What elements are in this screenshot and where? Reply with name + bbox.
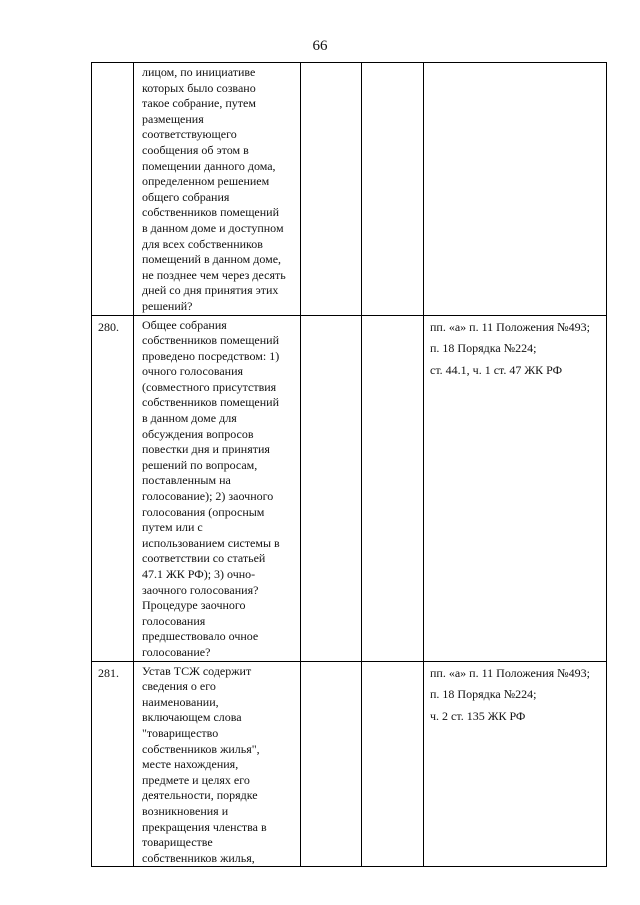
question-line: предшествовало очное (142, 629, 259, 644)
checklist-table (91, 62, 607, 867)
question-line: в данном доме для (142, 411, 237, 426)
question-line: 47.1 ЖК РФ); 3) очно- (142, 567, 256, 581)
reference-cell (424, 315, 607, 661)
question-line: дней со дня принятия этих (142, 283, 279, 298)
question-line: сведения о его (142, 679, 216, 694)
question-line: предмете и целях его (142, 772, 250, 787)
question-line: решений по вопросам, (142, 457, 258, 472)
empty-cell (362, 63, 424, 316)
question-line: соответствующего (142, 127, 237, 142)
row-number: 280. (92, 315, 134, 661)
legal-reference: пп. «а» п. 11 Положения №493; (430, 319, 590, 334)
question-line: заочного голосования? (142, 582, 259, 597)
empty-cell (301, 315, 362, 661)
question-line: возникновения и (142, 803, 229, 818)
table-row (92, 63, 607, 316)
empty-cell (301, 63, 362, 316)
question-line: лицом, по инициативе (142, 65, 256, 79)
question-line: "товарищество (142, 725, 219, 740)
question-line: голосования (опросным (142, 504, 265, 519)
question-line: такое собрание, путем (142, 96, 256, 111)
question-line: деятельности, порядке (142, 788, 258, 803)
question-line: определенном решением (142, 174, 270, 189)
question-line: собственников жилья, (142, 850, 255, 865)
question-line: месте нахождения, (142, 757, 239, 772)
reference-cell (424, 63, 607, 316)
question-line: наименовании, (142, 694, 219, 709)
legal-reference: пп. «а» п. 11 Положения №493; (430, 665, 590, 680)
question-line: голосование); 2) заочного (142, 489, 274, 504)
question-line: прекращения членства в (142, 819, 267, 834)
legal-reference: п. 18 Порядка №224; (430, 687, 537, 702)
question-line: Общее собрания (142, 317, 227, 332)
question-line: (совместного присутствия (142, 379, 277, 394)
page-number: 66 (312, 38, 328, 54)
question-cell (134, 315, 301, 661)
question-line: обсуждения вопросов (142, 426, 254, 441)
empty-cell (362, 661, 424, 867)
question-line: общего собрания (142, 189, 230, 204)
question-line: соответствии со статьей (142, 551, 266, 566)
question-line: голосование? (142, 644, 211, 659)
question-line: сообщения об этом в (142, 142, 249, 157)
row-number: 281. (92, 661, 134, 867)
question-line: использованием системы в (142, 535, 280, 550)
question-line: которых было созвано (142, 80, 256, 95)
question-line: поставленным на (142, 473, 231, 488)
table-row (92, 661, 607, 867)
question-line: не позднее чем через десять (142, 267, 286, 282)
legal-reference: ст. 44.1, ч. 1 ст. 47 ЖК РФ (430, 362, 563, 377)
table-row (92, 315, 607, 661)
legal-reference: п. 18 Порядка №224; (430, 341, 537, 356)
question-line: повестки дня и принятия (142, 442, 270, 457)
question-line: Процедуре заочного (142, 598, 246, 613)
question-line: помещении данного дома, (142, 158, 276, 173)
legal-reference: ч. 2 ст. 135 ЖК РФ (430, 708, 526, 723)
question-cell (134, 63, 301, 316)
question-line: включающем слова (142, 710, 242, 725)
question-line: решений? (142, 298, 193, 313)
question-line: помещений в данном доме, (142, 252, 282, 267)
empty-cell (362, 315, 424, 661)
question-line: в данном доме и доступном (142, 220, 284, 235)
question-line: проведено посредством: 1) (142, 348, 280, 363)
reference-cell (424, 661, 607, 867)
question-line: собственников жилья", (142, 741, 260, 756)
question-cell (134, 661, 301, 867)
question-line: размещения (142, 111, 204, 126)
empty-cell (301, 661, 362, 867)
question-line: для всех собственников (142, 236, 263, 251)
question-line: собственников помещений (142, 205, 280, 220)
question-line: очного голосования (142, 364, 244, 379)
question-line: собственников помещений (142, 333, 280, 348)
question-line: Устав ТСЖ содержит (142, 663, 252, 678)
question-line: собственников помещений (142, 395, 280, 410)
question-line: товариществе (142, 835, 213, 850)
question-line: голосования (142, 613, 206, 628)
question-line: путем или с (142, 520, 203, 535)
row-number (92, 63, 134, 316)
